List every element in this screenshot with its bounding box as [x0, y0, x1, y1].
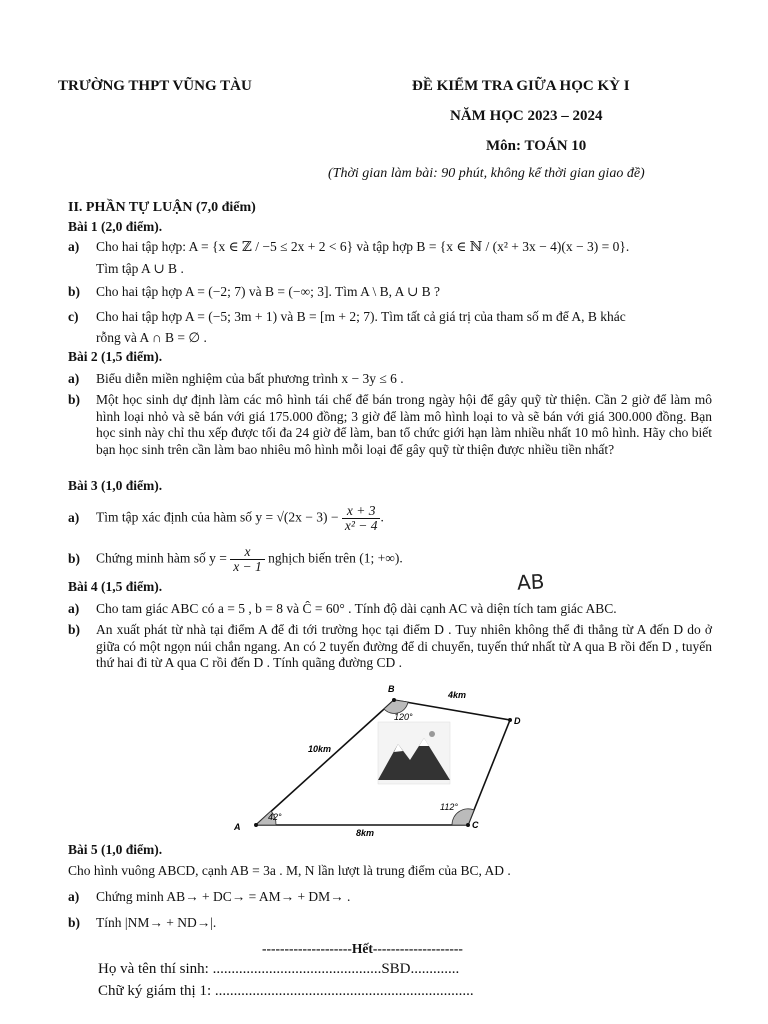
bai3-b-fraction	[230, 545, 265, 574]
point-d-dot	[508, 718, 512, 722]
point-c-dot	[466, 823, 470, 827]
point-a-dot	[254, 823, 258, 827]
bai1-b	[68, 284, 440, 300]
bai3-b-label: b)	[68, 550, 81, 566]
bai4-a-text: Cho tam giác ABC có a = 5 , b = 8 và Ĉ = 60° . Tính độ dài cạnh AC và diện tích tam giác ABC.	[96, 601, 617, 616]
bai3-a	[68, 504, 384, 533]
bai3-a-num: x + 3	[342, 504, 381, 519]
edge-dc	[468, 720, 510, 825]
label-d: D	[514, 716, 521, 726]
label-b: B	[388, 684, 395, 694]
angle-a-value: 42°	[268, 812, 282, 822]
bai1-a-label: a)	[68, 239, 80, 254]
bai4-b-text: An xuất phát từ nhà tại điểm A để đi tới trường học tại điểm D . Tuy nhiên không thể đi thẳng từ A đến D do ở giữa có một ngọn núi chắn ngang. An có 2 tuyến đường để di chuyển, tuyến thứ nhất từ A qua B rồi đến D , tuyến thứ hai đi từ A qua C rồi đến D . Tính quãng đường CD .	[96, 622, 712, 670]
bai1-a-line2: Tìm tập A ∪ B .	[96, 261, 184, 276]
label-c: C	[472, 820, 479, 830]
bai4-title: Bài 4 (1,5 điểm).	[68, 579, 163, 594]
handwritten-note: AB	[516, 569, 546, 595]
mountain-image	[378, 722, 450, 784]
bai1-c-label: c)	[68, 309, 79, 324]
bai3-a-label: a)	[68, 509, 80, 525]
bai1-b-label: b)	[68, 284, 81, 299]
bai3-a-den: x² − 4	[344, 518, 378, 533]
bai5-title: Bài 5 (1,0 điểm).	[68, 842, 163, 857]
bai2-a-text: Biểu diễn miền nghiệm của bất phương trình x − 3y ≤ 6 .	[96, 371, 404, 386]
edge-ab	[256, 700, 394, 825]
bai4-a	[68, 601, 617, 617]
angle-b-value: 120°	[394, 712, 413, 722]
bai2-b-label: b)	[68, 392, 81, 407]
bai5-b-label: b)	[68, 915, 81, 930]
bai1-a	[68, 239, 629, 255]
subject: Môn: TOÁN 10	[486, 138, 587, 154]
length-ab: 10km	[308, 744, 332, 754]
section-title: II. PHẦN TỰ LUẬN (7,0 điểm)	[68, 200, 256, 215]
bai1-title: Bài 1 (2,0 điểm).	[68, 219, 163, 234]
quadrilateral-figure	[228, 680, 538, 840]
bai2-b-text: Một học sinh dự định làm các mô hình tái chế để bán trong ngày hội để gây quỹ từ thiện. Cần 2 giờ để làm mô hình loại nhỏ và sẽ bán với giá 175.000 đồng; 3 giờ để làm mô hình loại to và sẽ bán với giá 300.000 đồng. Bạn học sinh này chỉ thu xếp được tối đa 24 giờ để làm, ban tổ chức giới hạn làm nhiều nhất 10 mô hình. Hãy cho biết bạn học sinh trên cần làm bao nhiêu mô hình mỗi loại để gây quỹ từ thiện được nhiều tiền nhất?	[96, 392, 712, 457]
bai5-intro: Cho hình vuông ABCD, cạnh AB = 3a . M, N lần lượt là trung điểm của BC, AD .	[68, 863, 511, 878]
bai5-a	[68, 889, 350, 905]
bai3-a-fraction	[342, 503, 384, 533]
bai2-a	[68, 371, 404, 387]
bai1-a-line1: Cho hai tập hợp: A = {x ∈ ℤ / −5 ≤ 2x + 2 < 6} và tập hợp B = {x ∈ ℕ / (x² + 3x − 4)(x − 3) = 0}.	[96, 239, 630, 254]
bai1-c	[68, 309, 626, 325]
bai5-a-text: Chứng minh AB→ + DC→ = AM→ + DM→ .	[96, 889, 351, 904]
bai1-b-text: Cho hai tập hợp A = (−2; 7) và B = (−∞; 3]. Tìm A \ B, A ∪ B ?	[96, 284, 441, 299]
bai4-a-label: a)	[68, 601, 80, 616]
bai3-b-den: x − 1	[233, 559, 262, 574]
label-a: A	[234, 822, 241, 832]
bai2-a-label: a)	[68, 371, 80, 386]
bai3-a-suffix: .	[380, 509, 384, 525]
bai3-a-prefix: Tìm tập xác định của hàm số y = √(2x − 3) −	[96, 509, 339, 525]
bai3-b-suffix: nghịch biến trên (1; +∞).	[268, 550, 403, 566]
end-line: --------------------Hết--------------------	[262, 941, 463, 956]
point-b-dot	[392, 698, 396, 702]
bai5-b-text: Tính |NM→ + ND→|.	[96, 915, 217, 930]
bai5-b	[68, 915, 216, 931]
bai5-a-label: a)	[68, 889, 80, 904]
bai3-title: Bài 3 (1,0 điểm).	[68, 478, 163, 493]
bai4-b-label: b)	[68, 622, 81, 637]
bai2-title: Bài 2 (1,5 điểm).	[68, 349, 163, 364]
bai1-c-line1: Cho hai tập hợp A = (−5; 3m + 1) và B = [m + 2; 7). Tìm tất cả giá trị của tham số m để A, B khác	[96, 309, 626, 324]
school-year: NĂM HỌC 2023 – 2024	[450, 108, 603, 124]
bai3-b	[68, 545, 403, 574]
candidate-name-line: Họ và tên thí sinh: .............................................SBD.............	[98, 961, 460, 977]
exam-title: ĐỀ KIỂM TRA GIỮA HỌC KỲ I	[412, 78, 630, 94]
length-bd: 4km	[448, 690, 467, 700]
bai1-c-line2: rỗng và A ∩ B = ∅ .	[96, 330, 207, 345]
school-name: TRƯỜNG THPT VŨNG TÀU	[58, 78, 252, 94]
bai3-b-num: x	[230, 545, 265, 560]
length-ac: 8km	[356, 828, 375, 838]
time-note: (Thời gian làm bài: 90 phút, không kể thời gian giao đề)	[328, 166, 645, 181]
bai3-b-prefix: Chứng minh hàm số y =	[96, 550, 227, 566]
proctor-signature-line: Chữ ký giám thị 1: .....................................................................	[98, 983, 474, 999]
angle-c-value: 112°	[440, 802, 458, 812]
